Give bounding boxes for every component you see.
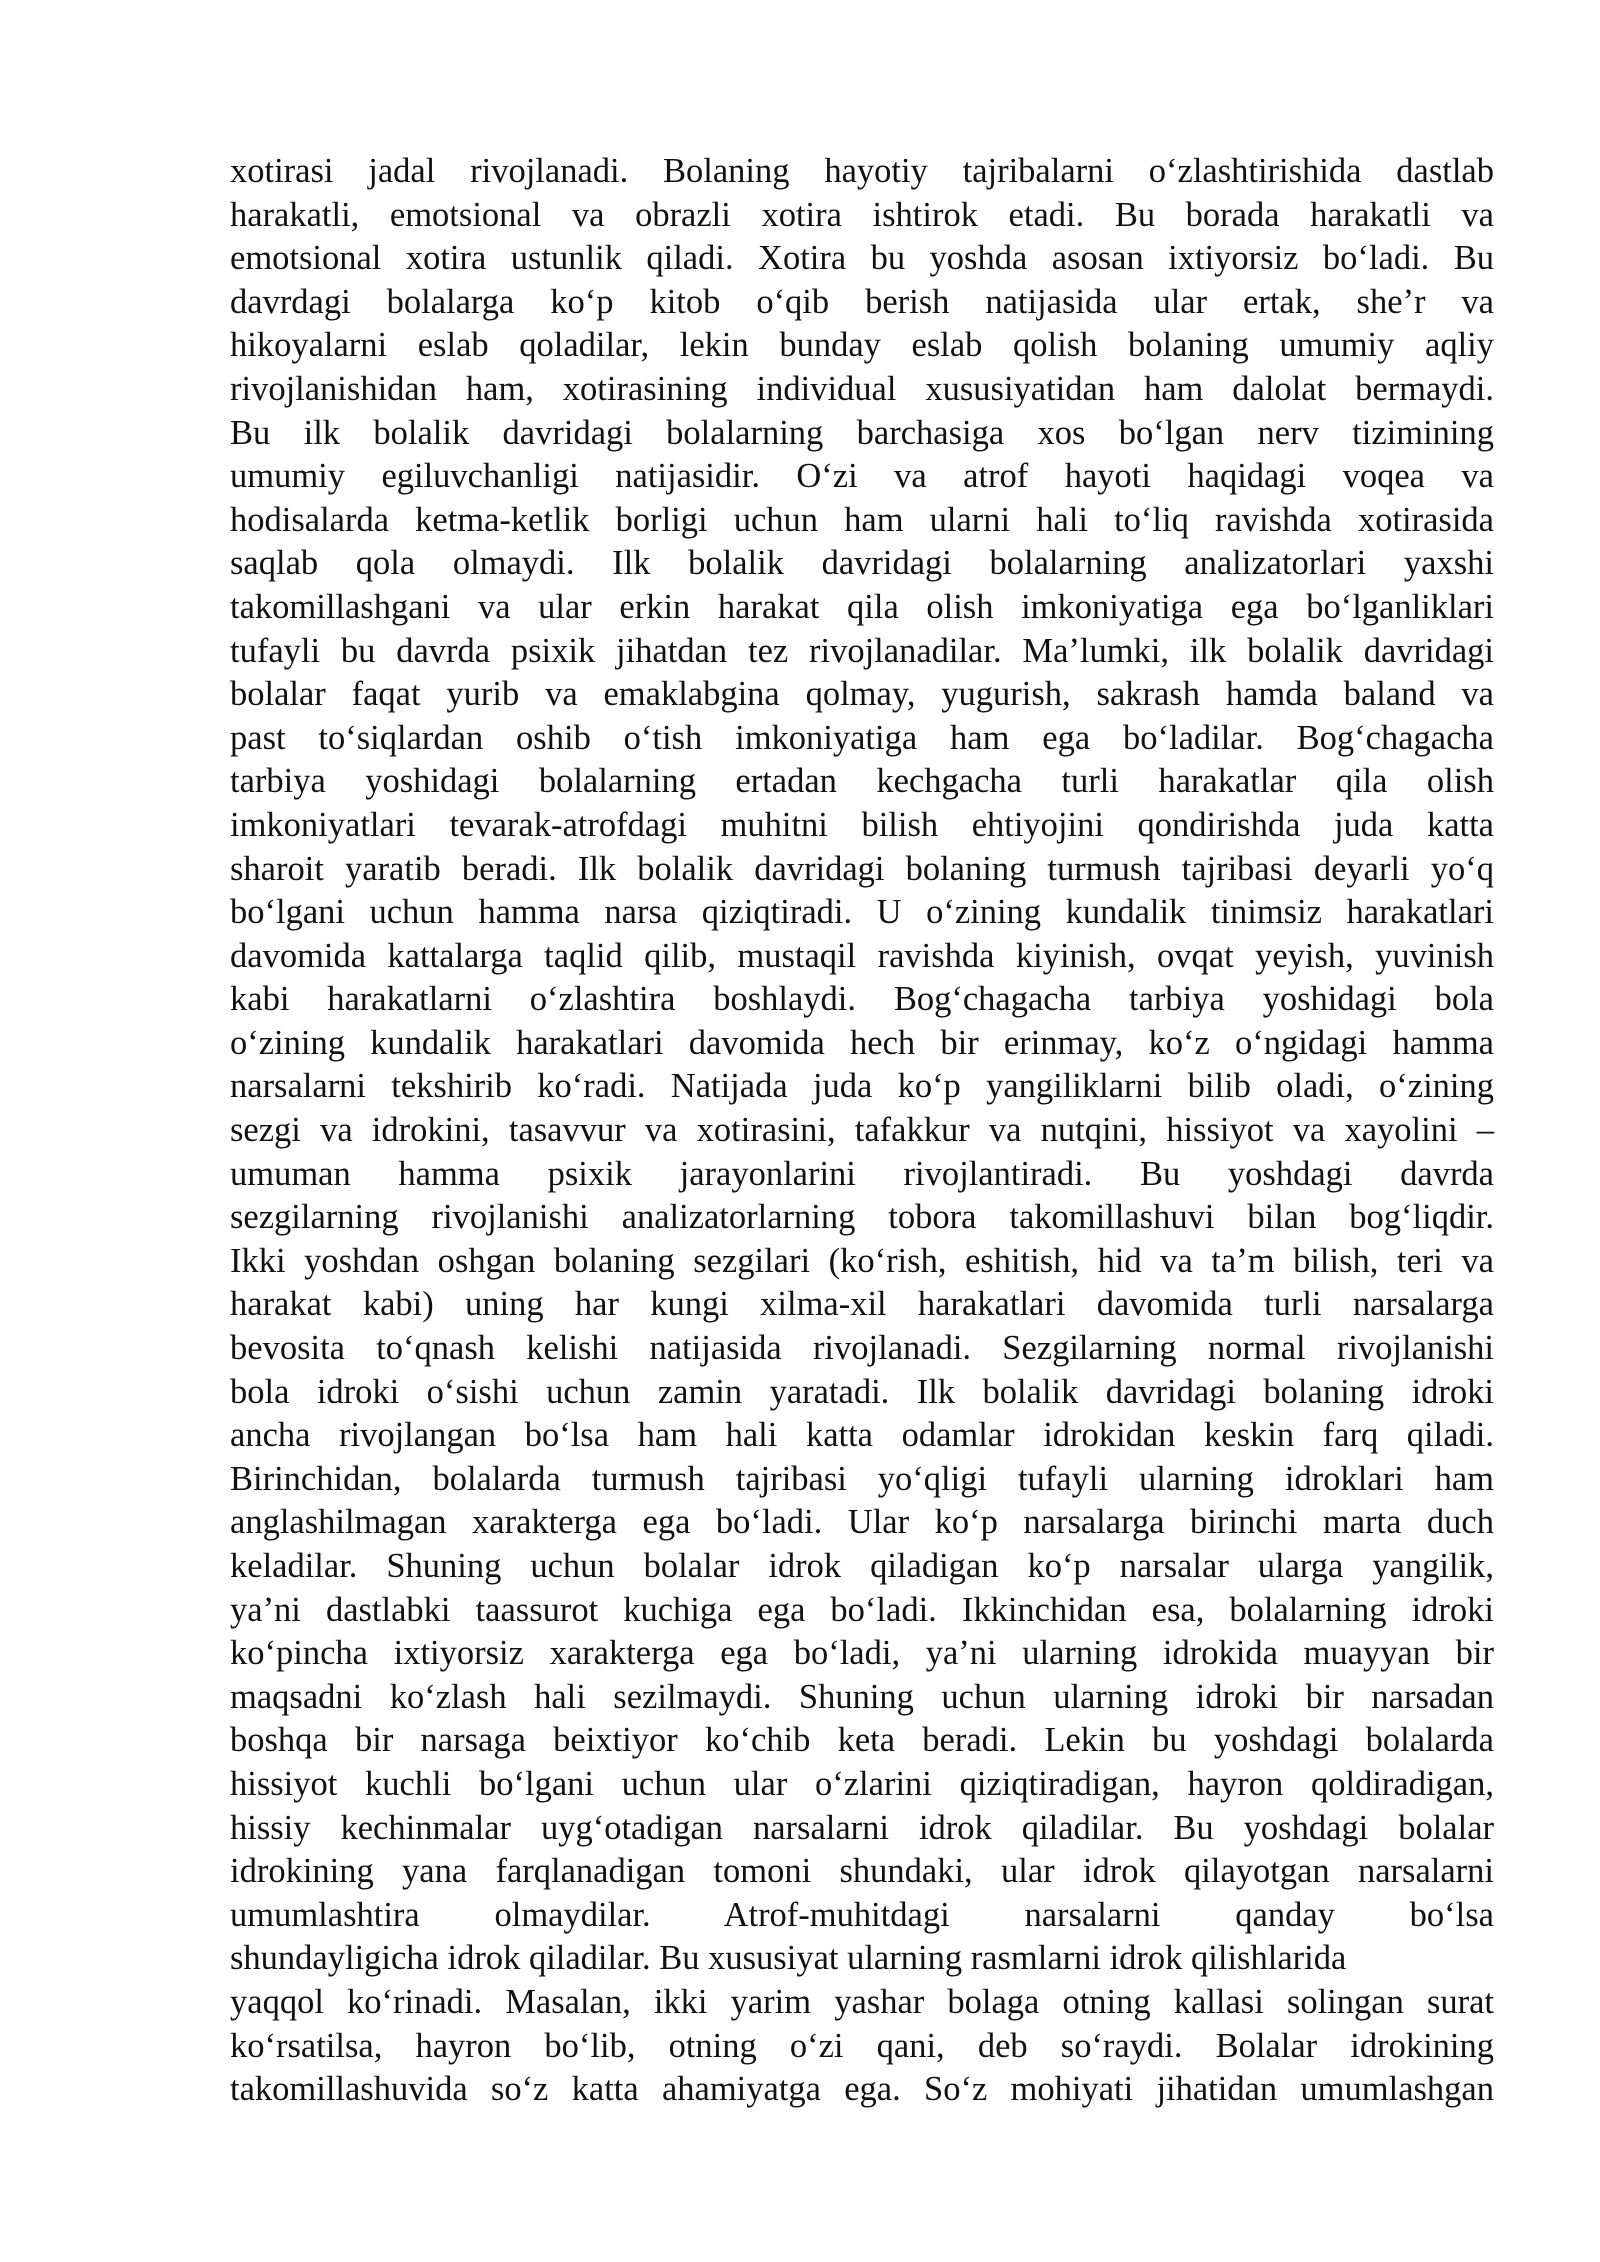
- text-line: emotsional xotira ustunlik qiladi. Xotira bu yoshda asosan ixtiyorsiz boʻladi. Bu: [230, 239, 1494, 278]
- text-line: hissiyot kuchli boʻlgani uchun ular oʻzlarini qiziqtiradigan, hayron qoldiradigan,: [230, 1764, 1494, 1803]
- text-line: hissiy kechinmalar uygʻotadigan narsalarni idrok qiladilar. Bu yoshdagi bolalar: [230, 1808, 1494, 1847]
- text-line: umuman hamma psixik jarayonlarini rivojlantiradi. Bu yoshdagi davrda: [230, 1154, 1494, 1193]
- text-line: bolalar faqat yurib va emaklabgina qolmay, yugurish, sakrash hamda baland va: [230, 675, 1494, 714]
- text-line: past toʻsiqlardan oshib oʻtish imkoniyatiga ham ega boʻladilar. Bogʻchagacha: [230, 718, 1494, 757]
- text-line: umumlashtira olmaydilar. Atrof-muhitdagi narsalarni qanday boʻlsa: [230, 1895, 1494, 1934]
- text-line: boʻlgani uchun hamma narsa qiziqtiradi. U oʻzining kundalik tinimsiz harakatlari: [230, 893, 1494, 932]
- text-line: idrokining yana farqlanadigan tomoni shundaki, ular idrok qilayotgan narsalarni: [230, 1852, 1494, 1891]
- text-line: imkoniyatlari tevarak-atrofdagi muhitni bilish ehtiyojini qondirishda juda katta: [230, 805, 1494, 844]
- text-line: takomillashgani va ular erkin harakat qila olish imkoniyatiga ega boʻlganliklari: [230, 587, 1494, 626]
- text-line: Ikki yoshdan oshgan bolaning sezgilari (koʻrish, eshitish, hid va taʼm bilish, teri va: [230, 1241, 1494, 1280]
- text-line: bevosita toʻqnash kelishi natijasida rivojlanadi. Sezgilarning normal rivojlanishi: [230, 1329, 1494, 1368]
- text-line: takomillashuvida soʻz katta ahamiyatga ega. Soʻz mohiyati jihatidan umumlashgan: [230, 2070, 1494, 2109]
- text-line: hodisalarda ketma-ketlik borligi uchun ham ularni hali toʻliq ravishda xotirasida: [230, 500, 1494, 539]
- text-line: yaʼni dastlabki taassurot kuchiga ega boʻladi. Ikkinchidan esa, bolalarning idroki: [230, 1590, 1494, 1629]
- text-line: rivojlanishidan ham, xotirasining individual xususiyatidan ham dalolat bermaydi.: [230, 369, 1494, 408]
- text-line: kabi harakatlarni oʻzlashtira boshlaydi. Bogʻchagacha tarbiya yoshidagi bola: [230, 980, 1494, 1019]
- text-line: davomida kattalarga taqlid qilib, mustaqil ravishda kiyinish, ovqat yeyish, yuvinish: [230, 936, 1494, 975]
- text-line: keladilar. Shuning uchun bolalar idrok qiladigan koʻp narsalar ularga yangilik,: [230, 1547, 1494, 1585]
- text-line: shundayligicha idrok qiladilar. Bu xususiyat ularning rasmlarni idrok qilishlarida: [230, 1939, 1347, 1978]
- text-line: ancha rivojlangan boʻlsa ham hali katta odamlar idrokidan keskin farq qiladi.: [230, 1416, 1494, 1455]
- text-line: sezgilarning rivojlanishi analizatorlarning tobora takomillashuvi bilan bogʻliqdir.: [230, 1198, 1494, 1237]
- text-line: sezgi va idrokini, tasavvur va xotirasini, tafakkur va nutqini, hissiyot va xayolini –: [230, 1111, 1494, 1150]
- text-line: Birinchidan, bolalarda turmush tajribasi yoʻqligi tufayli ularning idroklari ham: [230, 1459, 1494, 1498]
- text-line: anglashilmagan xarakterga ega boʻladi. Ular koʻp narsalarga birinchi marta duch: [230, 1503, 1494, 1542]
- text-line: xotirasi jadal rivojlanadi. Bolaning hayotiy tajribalarni oʻzlashtirishida dastlab: [230, 152, 1494, 190]
- text-line: yaqqol koʻrinadi. Masalan, ikki yarim yashar bolaga otning kallasi solingan surat: [230, 1982, 1494, 2021]
- text-line: umumiy egiluvchanligi natijasidir. Oʻzi va atrof hayoti haqidagi voqea va: [230, 457, 1494, 496]
- text-line: koʻpincha ixtiyorsiz xarakterga ega boʻladi, yaʼni ularning idrokida muayyan bir: [230, 1634, 1494, 1673]
- text-line: tarbiya yoshidagi bolalarning ertadan kechgacha turli harakatlar qila olish: [230, 762, 1494, 801]
- text-line: saqlab qola olmaydi. Ilk bolalik davridagi bolalarning analizatorlari yaxshi: [230, 544, 1494, 583]
- text-line: narsalarni tekshirib koʻradi. Natijada juda koʻp yangiliklarni bilib oladi, oʻzining: [230, 1067, 1494, 1106]
- text-line: bola idroki oʻsishi uchun zamin yaratadi. Ilk bolalik davridagi bolaning idroki: [230, 1372, 1494, 1411]
- document-page: [230, 150, 1494, 2112]
- text-line: davrdagi bolalarga koʻp kitob oʻqib berish natijasida ular ertak, sheʼr va: [230, 282, 1494, 321]
- text-line: sharoit yaratib beradi. Ilk bolalik davridagi bolaning turmush tajribasi deyarli yoʻq: [230, 849, 1494, 888]
- text-line: oʻzining kundalik harakatlari davomida hech bir erinmay, koʻz oʻngidagi hamma: [230, 1023, 1494, 1062]
- text-line: tufayli bu davrda psixik jihatdan tez rivojlanadilar. Maʼlumki, ilk bolalik davridagi: [230, 631, 1494, 670]
- text-line: harakatli, emotsional va obrazli xotira ishtirok etadi. Bu borada harakatli va: [230, 195, 1494, 234]
- text-line: koʻrsatilsa, hayron boʻlib, otning oʻzi qani, deb soʻraydi. Bolalar idrokining: [230, 2026, 1494, 2065]
- text-line: maqsadni koʻzlash hali sezilmaydi. Shuning uchun ularning idroki bir narsadan: [230, 1677, 1494, 1716]
- text-line: boshqa bir narsaga beixtiyor koʻchib keta beradi. Lekin bu yoshdagi bolalarda: [230, 1721, 1494, 1760]
- text-line: harakat kabi) uning har kungi xilma-xil harakatlari davomida turli narsalarga: [230, 1285, 1494, 1324]
- text-line: Bu ilk bolalik davridagi bolalarning barchasiga xos boʻlgan nerv tizimining: [230, 413, 1494, 452]
- text-line: hikoyalarni eslab qoladilar, lekin bunday eslab qolish bolaning umumiy aqliy: [230, 326, 1494, 365]
